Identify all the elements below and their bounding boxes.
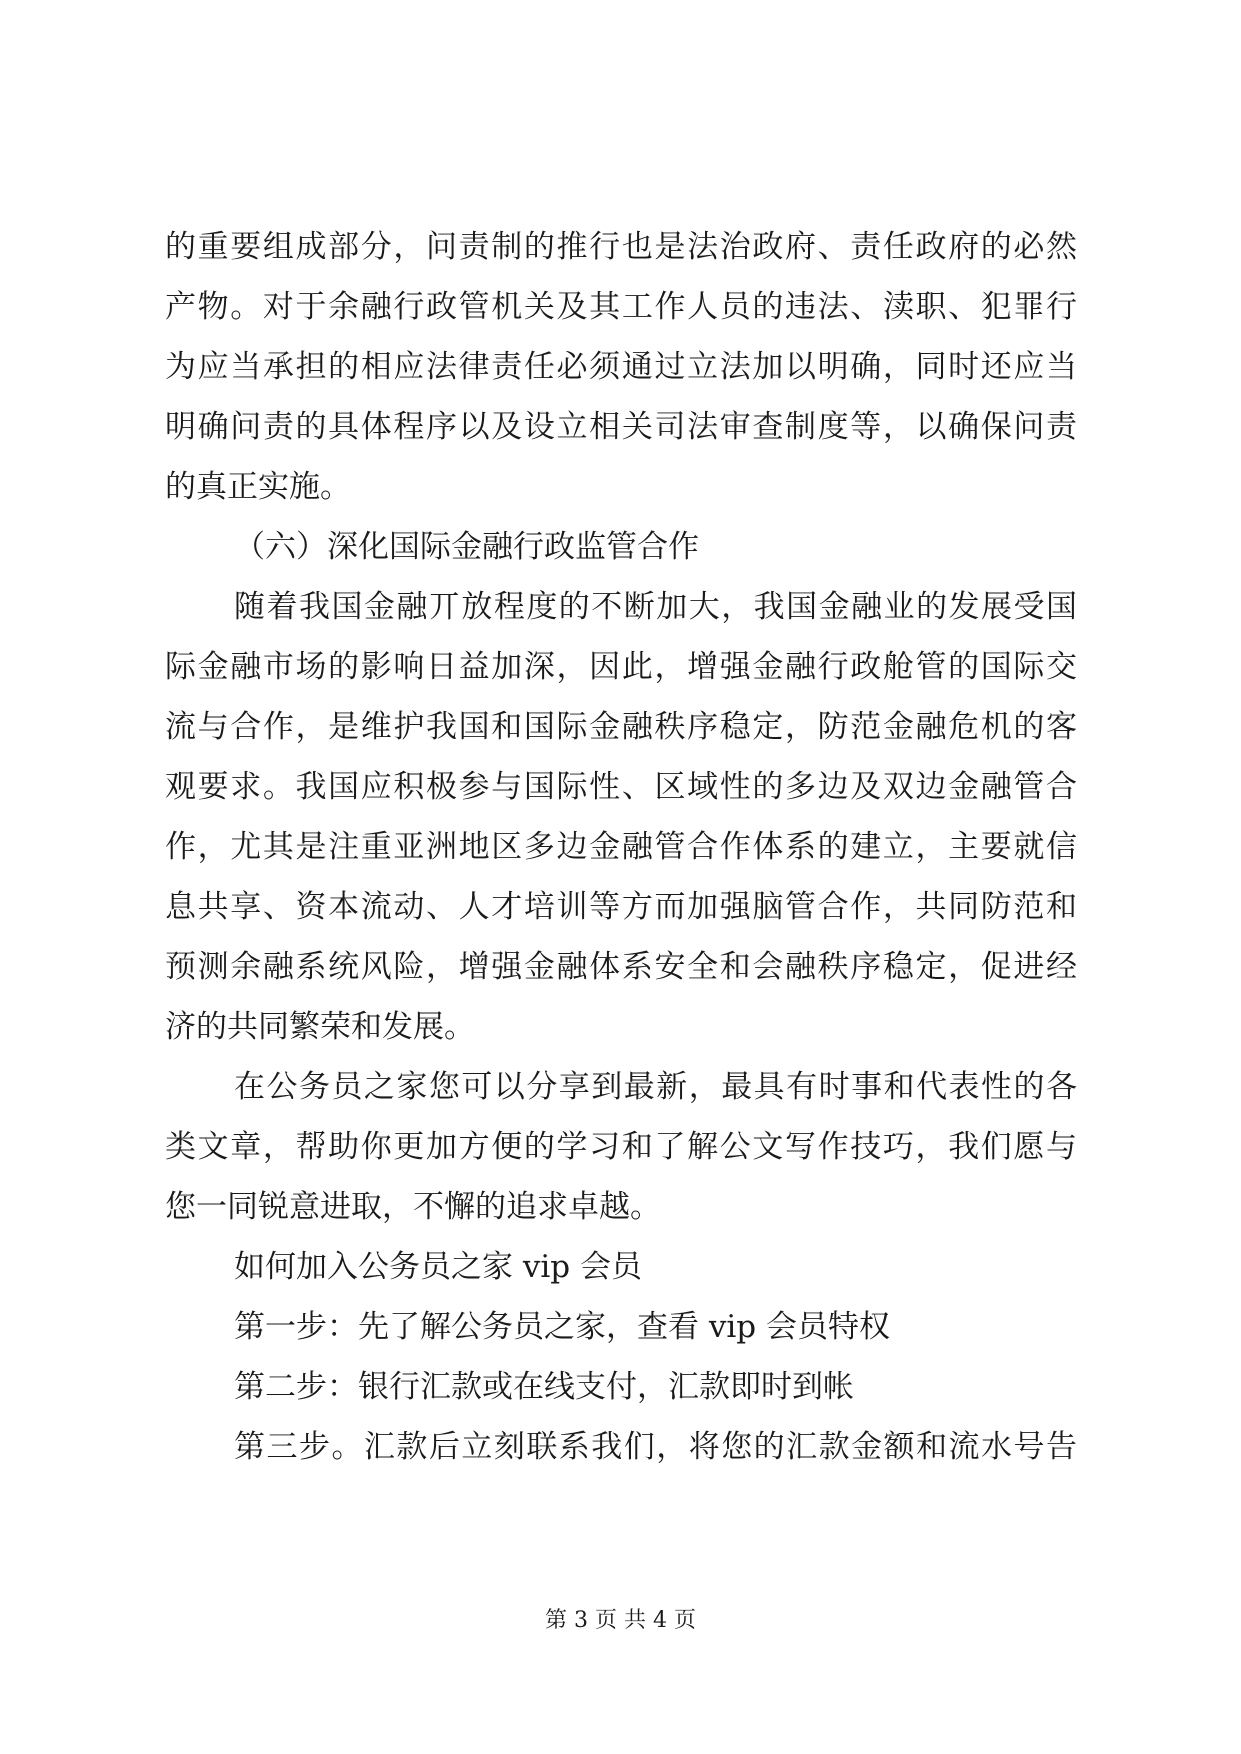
text-line: 观要求。我国应积极参与国际性、区域性的多边及双边金融管合 xyxy=(165,769,1077,805)
text-line: 的真正实施。 xyxy=(165,469,351,505)
page-footer: 第 3 页 共 4 页 xyxy=(545,1608,696,1633)
text-line: 流与合作，是维护我国和国际金融秩序稳定，防范金融危机的客 xyxy=(165,709,1077,745)
text-line: 际金融市场的影响日益加深，因此，增强金融行政舱管的国际交 xyxy=(165,649,1077,685)
text-line: 作，尤其是注重亚洲地区多边金融管合作体系的建立，主要就信 xyxy=(165,829,1077,865)
text-line: 第二步：银行汇款或在线支付，汇款即时到帐 xyxy=(234,1369,854,1405)
text-line: 明确问责的具体程序以及设立相关司法审查制度等，以确保问责 xyxy=(165,409,1077,445)
text-line: 息共享、资本流动、人才培训等方而加强脑管合作，共同防范和 xyxy=(165,889,1077,925)
text-line: 济的共同繁荣和发展。 xyxy=(165,1009,475,1045)
text-line: 为应当承担的相应法律责任必须通过立法加以明确，同时还应当 xyxy=(165,349,1077,385)
text-line: （六）深化国际金融行政监管合作 xyxy=(234,529,699,565)
text-line: 如何加入公务员之家 vip 会员 xyxy=(234,1249,642,1285)
text-line: 您一同锐意进取，不懈的追求卓越。 xyxy=(165,1189,661,1225)
text-line: 的重要组成部分，问责制的推行也是法治政府、责任政府的必然 xyxy=(165,229,1077,265)
body-text xyxy=(165,230,1077,1490)
text-line: 随着我国金融丌放程度的不断加大，我国金融业的发展受国 xyxy=(234,589,1077,625)
text-line: 在公务员之家您可以分享到最新，最具有时事和代表性的各 xyxy=(234,1069,1077,1105)
text-line: 产物。对于余融行政管机关及其工作人员的违法、渎职、犯罪行 xyxy=(165,289,1077,325)
text-line: 预测余融系统风险，增强金融体系安全和会融秩序稳定，促进经 xyxy=(165,949,1077,985)
text-line: 第三步。汇款后立刻联系我们，将您的汇款金额和流水号告 xyxy=(234,1429,1077,1465)
text-line: 第一步：先了解公务员之家，查看 vip 会员特权 xyxy=(234,1309,890,1345)
text-line: 类文章，帮助你更加方便的学习和了解公文写作技巧，我们愿与 xyxy=(165,1129,1077,1165)
